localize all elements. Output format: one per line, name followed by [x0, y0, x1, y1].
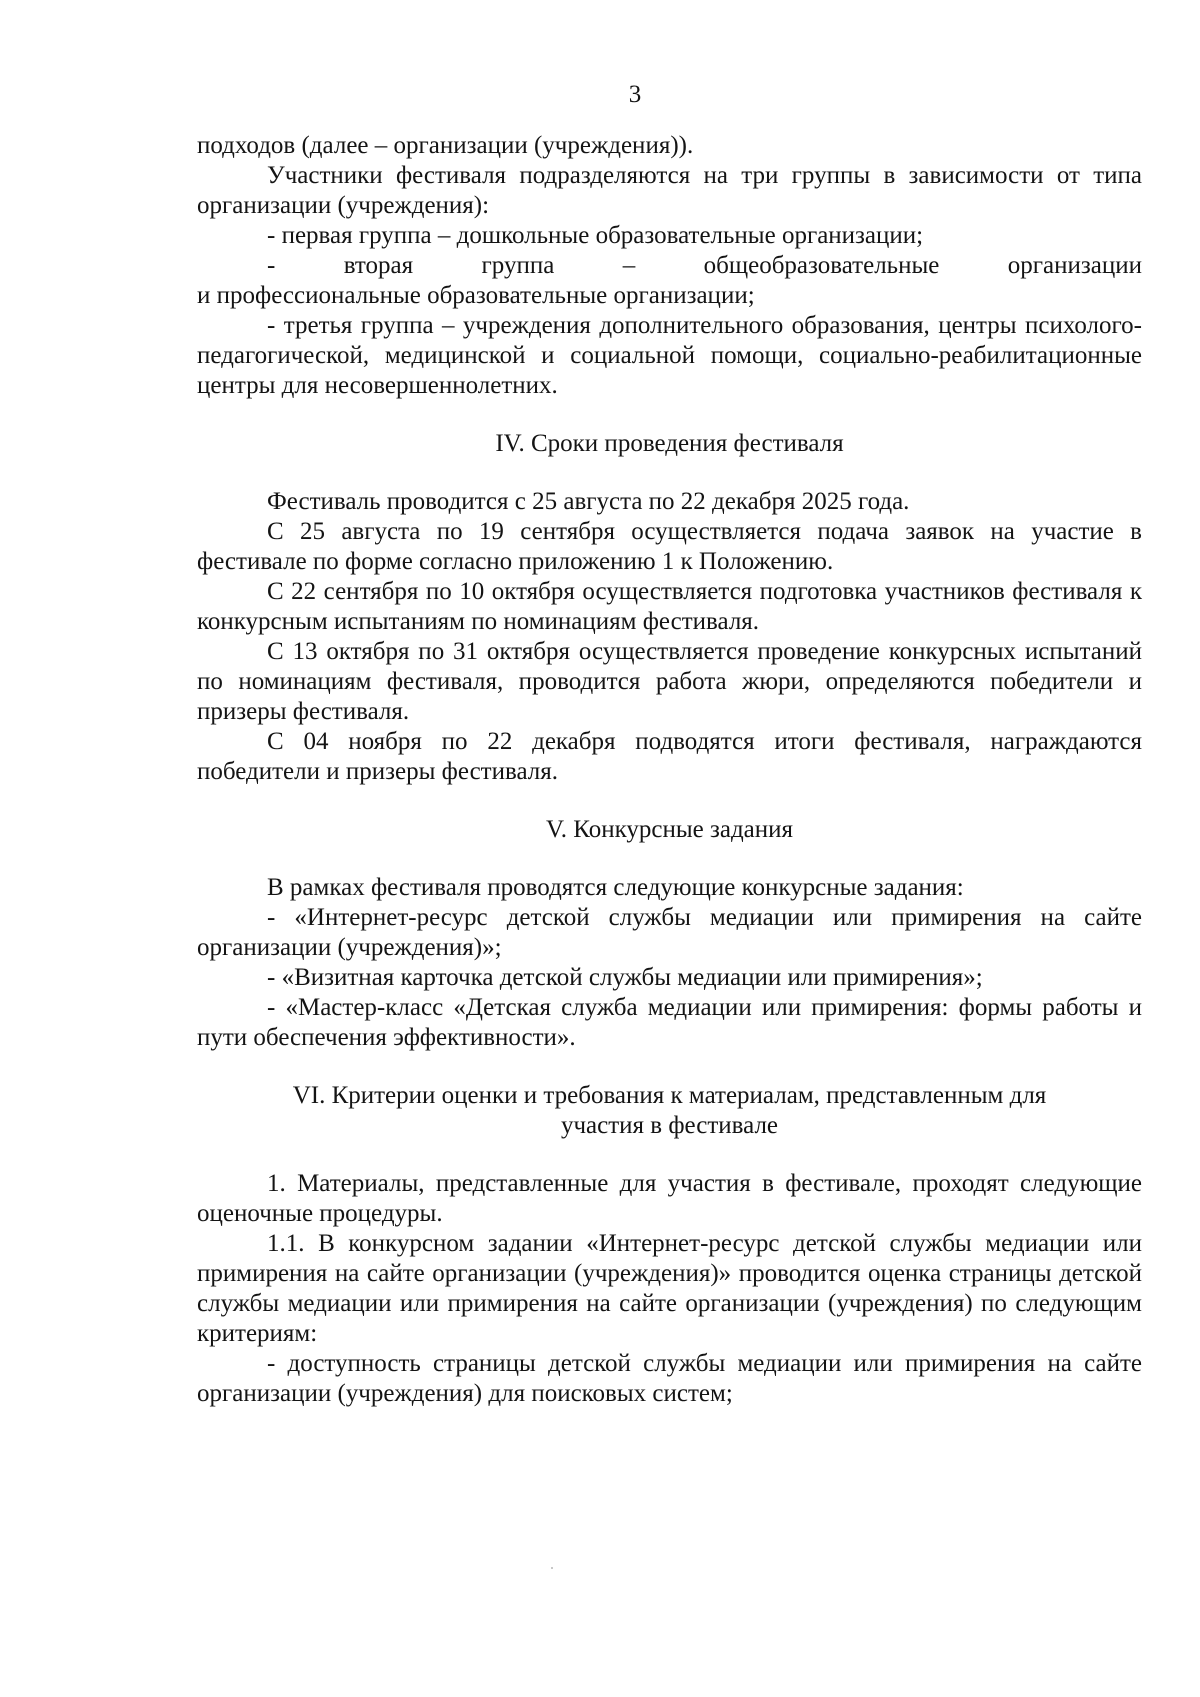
- list-item-group-three: - третья группа – учреждения дополнительного образования, центры психолого-педагогической, медицинской и социальной помощи, социально-реабилитационные центры для несовершеннолетних.: [197, 312, 1142, 399]
- paragraph-festival-dates: Фестиваль проводится с 25 августа по 22 декабря 2025 года.: [267, 488, 910, 515]
- list-item-task-master-class: - «Мастер-класс «Детская служба медиации или примирения: формы работы и пути обеспечения эффективности».: [197, 994, 1142, 1051]
- paragraph-preparation-period: С 22 сентября по 10 октября осуществляется подготовка участников фестиваля к конкурсным испытаниям по номинациям фестиваля.: [197, 578, 1142, 635]
- paragraph-participant-groups: Участники фестиваля подразделяются на три группы в зависимости от типа организации (учреждения):: [197, 162, 1142, 219]
- scan-speck: [551, 1567, 553, 1569]
- paragraph-competition-period: С 13 октября по 31 октября осуществляется проведение конкурсных испытаний по номинациям фестиваля, проводится работа жюри, определяются победители и призеры фестиваля.: [197, 638, 1142, 725]
- section-heading-criteria-line2: участия в фестивале: [560, 1112, 779, 1139]
- document-body: [197, 131, 1142, 1409]
- paragraph-applications-period: С 25 августа по 19 сентября осуществляется подача заявок на участие в фестивале по форме согласно приложению 1 к Положению.: [197, 518, 1142, 575]
- list-item-group-two-line1: - вторая группа – общеобразовательные организации: [267, 252, 1142, 279]
- list-item-group-one: - первая группа – дошкольные образовательные организации;: [267, 222, 924, 249]
- list-item-group-two-line2: и профессиональные образовательные организации;: [197, 282, 755, 309]
- section-heading-timeline: IV. Сроки проведения фестиваля: [495, 430, 844, 457]
- section-heading-criteria-line1: VI. Критерии оценки и требования к материалам, представленным для: [292, 1082, 1047, 1109]
- page-number: 3: [628, 81, 642, 108]
- list-item-task-internet-resource: - «Интернет-ресурс детской службы медиации или примирения на сайте организации (учреждения)»;: [197, 904, 1142, 961]
- paragraph-continuation: подходов (далее – организации (учреждения)).: [197, 132, 694, 159]
- list-item-task-business-card: - «Визитная карточка детской службы медиации или примирения»;: [267, 964, 983, 991]
- paragraph-internet-resource-criteria: 1.1. В конкурсном задании «Интернет-ресурс детской службы медиации или примирения на сайте организации (учреждения)» проводится оценка страницы детской службы медиации или примирения на сайте организации (учреждения) по следующим критериям:: [197, 1230, 1142, 1347]
- paragraph-evaluation-procedures: 1. Материалы, представленные для участия в фестивале, проходят следующие оценочные процедуры.: [197, 1170, 1142, 1227]
- list-item-criterion-accessibility: - доступность страницы детской службы медиации или примирения на сайте организации (учреждения) для поисковых систем;: [197, 1350, 1142, 1407]
- section-heading-tasks: V. Конкурсные задания: [545, 816, 794, 843]
- paragraph-results-period: С 04 ноября по 22 декабря подводятся итоги фестиваля, награждаются победители и призеры фестиваля.: [197, 728, 1142, 785]
- paragraph-tasks-intro: В рамках фестиваля проводятся следующие конкурсные задания:: [267, 874, 964, 901]
